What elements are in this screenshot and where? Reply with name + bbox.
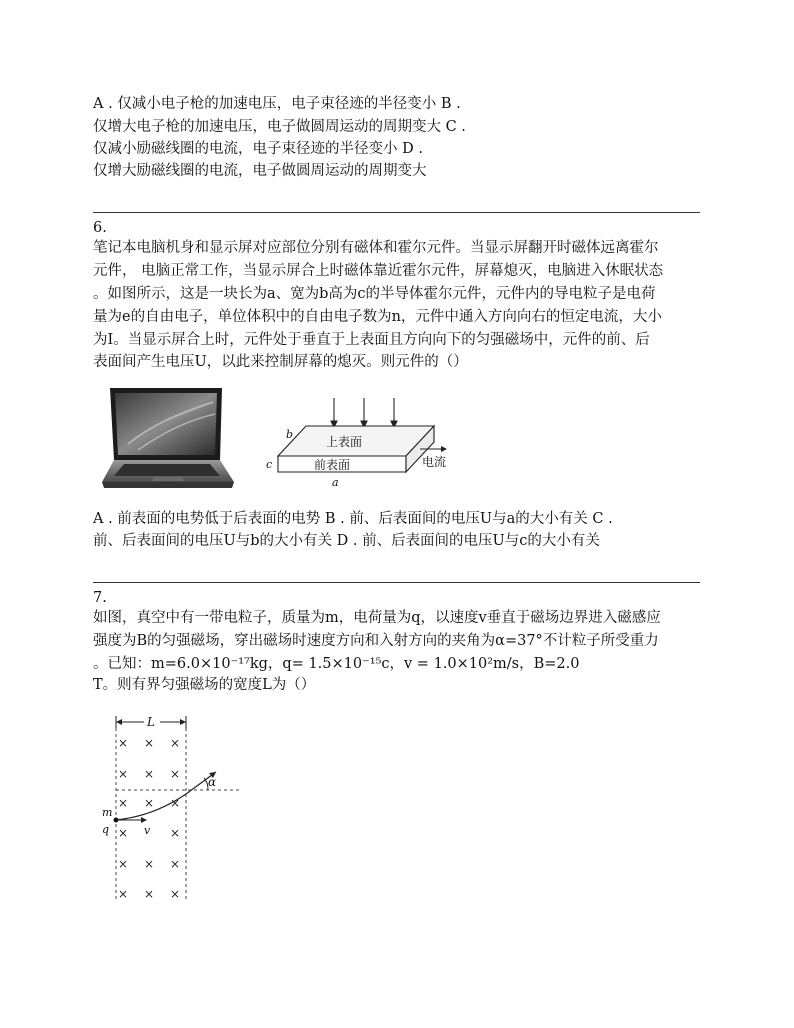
q6-stem-line-2: 元件， 电脑正常工作，当显示屏合上时磁体靠近霍尔元件，屏幕熄灭，电脑进入休眠状态	[93, 263, 664, 279]
width-L-label: L	[147, 715, 155, 729]
magnetic-field-diagram	[92, 712, 252, 908]
svg-text:×: ×	[144, 736, 155, 750]
svg-text:×: ×	[170, 796, 181, 810]
q6-stem-line-4: 量为e的自由电子，单位体积中的自由电子数为n，元件中通入方向向右的恒定电流，大小	[93, 309, 662, 325]
mass-m-label: m	[102, 806, 113, 819]
q7-number: 7.	[93, 590, 107, 606]
svg-text:×: ×	[118, 826, 129, 840]
svg-text:×: ×	[144, 796, 155, 810]
divider-q6	[93, 212, 700, 213]
angle-alpha-label: α	[208, 775, 217, 789]
q5-option-line-4: 仅增大励磁线圈的电流，电子做圆周运动的周期变大	[93, 163, 427, 179]
svg-text:×: ×	[118, 887, 129, 901]
svg-text:×: ×	[144, 857, 155, 871]
q7-stem-line-1: 如图，真空中有一带电粒子，质量为m，电荷量为q，以速度v垂直于磁场边界进入磁感应	[93, 610, 661, 626]
front-surface-label: 前表面	[314, 458, 351, 472]
q7-stem-line-2: 强度为B的匀强磁场，穿出磁场时速度方向和入射方向的夹角为α=37°不计粒子所受重力	[93, 633, 659, 649]
svg-text:×: ×	[170, 857, 181, 871]
dimension-c-label: c	[266, 458, 273, 471]
top-surface-label: 上表面	[326, 435, 363, 449]
divider-q7	[93, 582, 700, 583]
q6-stem-line-6: 表面间产生电压U，以此来控制屏幕的熄灭。则元件的（）	[93, 354, 468, 370]
velocity-v-label: v	[144, 824, 151, 837]
svg-text:×: ×	[170, 887, 181, 901]
dimension-b-label: b	[286, 428, 294, 441]
svg-text:×: ×	[170, 736, 181, 750]
dimension-a-label: a	[332, 476, 339, 489]
q5-option-line-2: 仅增大电子枪的加速电压，电子做圆周运动的周期变大 C .	[93, 119, 466, 135]
q6-stem-line-1: 笔记本电脑机身和显示屏对应部位分别有磁体和霍尔元件。当显示屏翻开时磁体远离霍尔	[93, 240, 659, 256]
svg-text:×: ×	[118, 767, 129, 781]
charge-q-label: q	[102, 823, 110, 836]
q6-stem-line-5: 为I。当显示屏合上时，元件处于垂直于上表面且方向向下的匀强磁场中，元件的前、后	[93, 332, 650, 348]
q6-option-line-1: A . 前表面的电势低于后表面的电势 B . 前、后表面间的电压U与a的大小有关 C .	[93, 511, 613, 527]
q6-stem-line-3: 。如图所示，这是一块长为a、宽为b高为c的半导体霍尔元件，元件内的导电粒子是电荷	[93, 286, 656, 302]
q5-option-line-1: A . 仅减小电子枪的加速电压，电子束径迹的半径变小 B .	[93, 96, 461, 112]
svg-text:×: ×	[144, 767, 155, 781]
magnetic-field-arrows	[331, 398, 397, 427]
svg-text:×: ×	[118, 857, 129, 871]
svg-text:×: ×	[118, 796, 129, 810]
svg-text:×: ×	[170, 767, 181, 781]
laptop-image	[98, 384, 236, 492]
q6-number: 6.	[93, 220, 107, 236]
svg-text:×: ×	[144, 887, 155, 901]
q7-stem-line-3: 。已知：m=6.0×10⁻¹⁷kg，q= 1.5×10⁻¹⁵c，v = 1.0×10²m/s，B=2.0	[93, 656, 580, 672]
q7-stem-line-4: T。则有界匀强磁场的宽度L为（）	[93, 677, 316, 693]
current-label: 电流	[422, 455, 447, 469]
q6-option-line-2: 前、后表面间的电压U与b的大小有关 D . 前、后表面间的电压U与c的大小有关	[93, 533, 600, 549]
svg-text:×: ×	[170, 826, 181, 840]
svg-text:×: ×	[118, 736, 129, 750]
q5-option-line-3: 仅减小励磁线圈的电流，电子束径迹的半径变小 D .	[93, 141, 423, 157]
hall-element-diagram	[262, 394, 458, 496]
